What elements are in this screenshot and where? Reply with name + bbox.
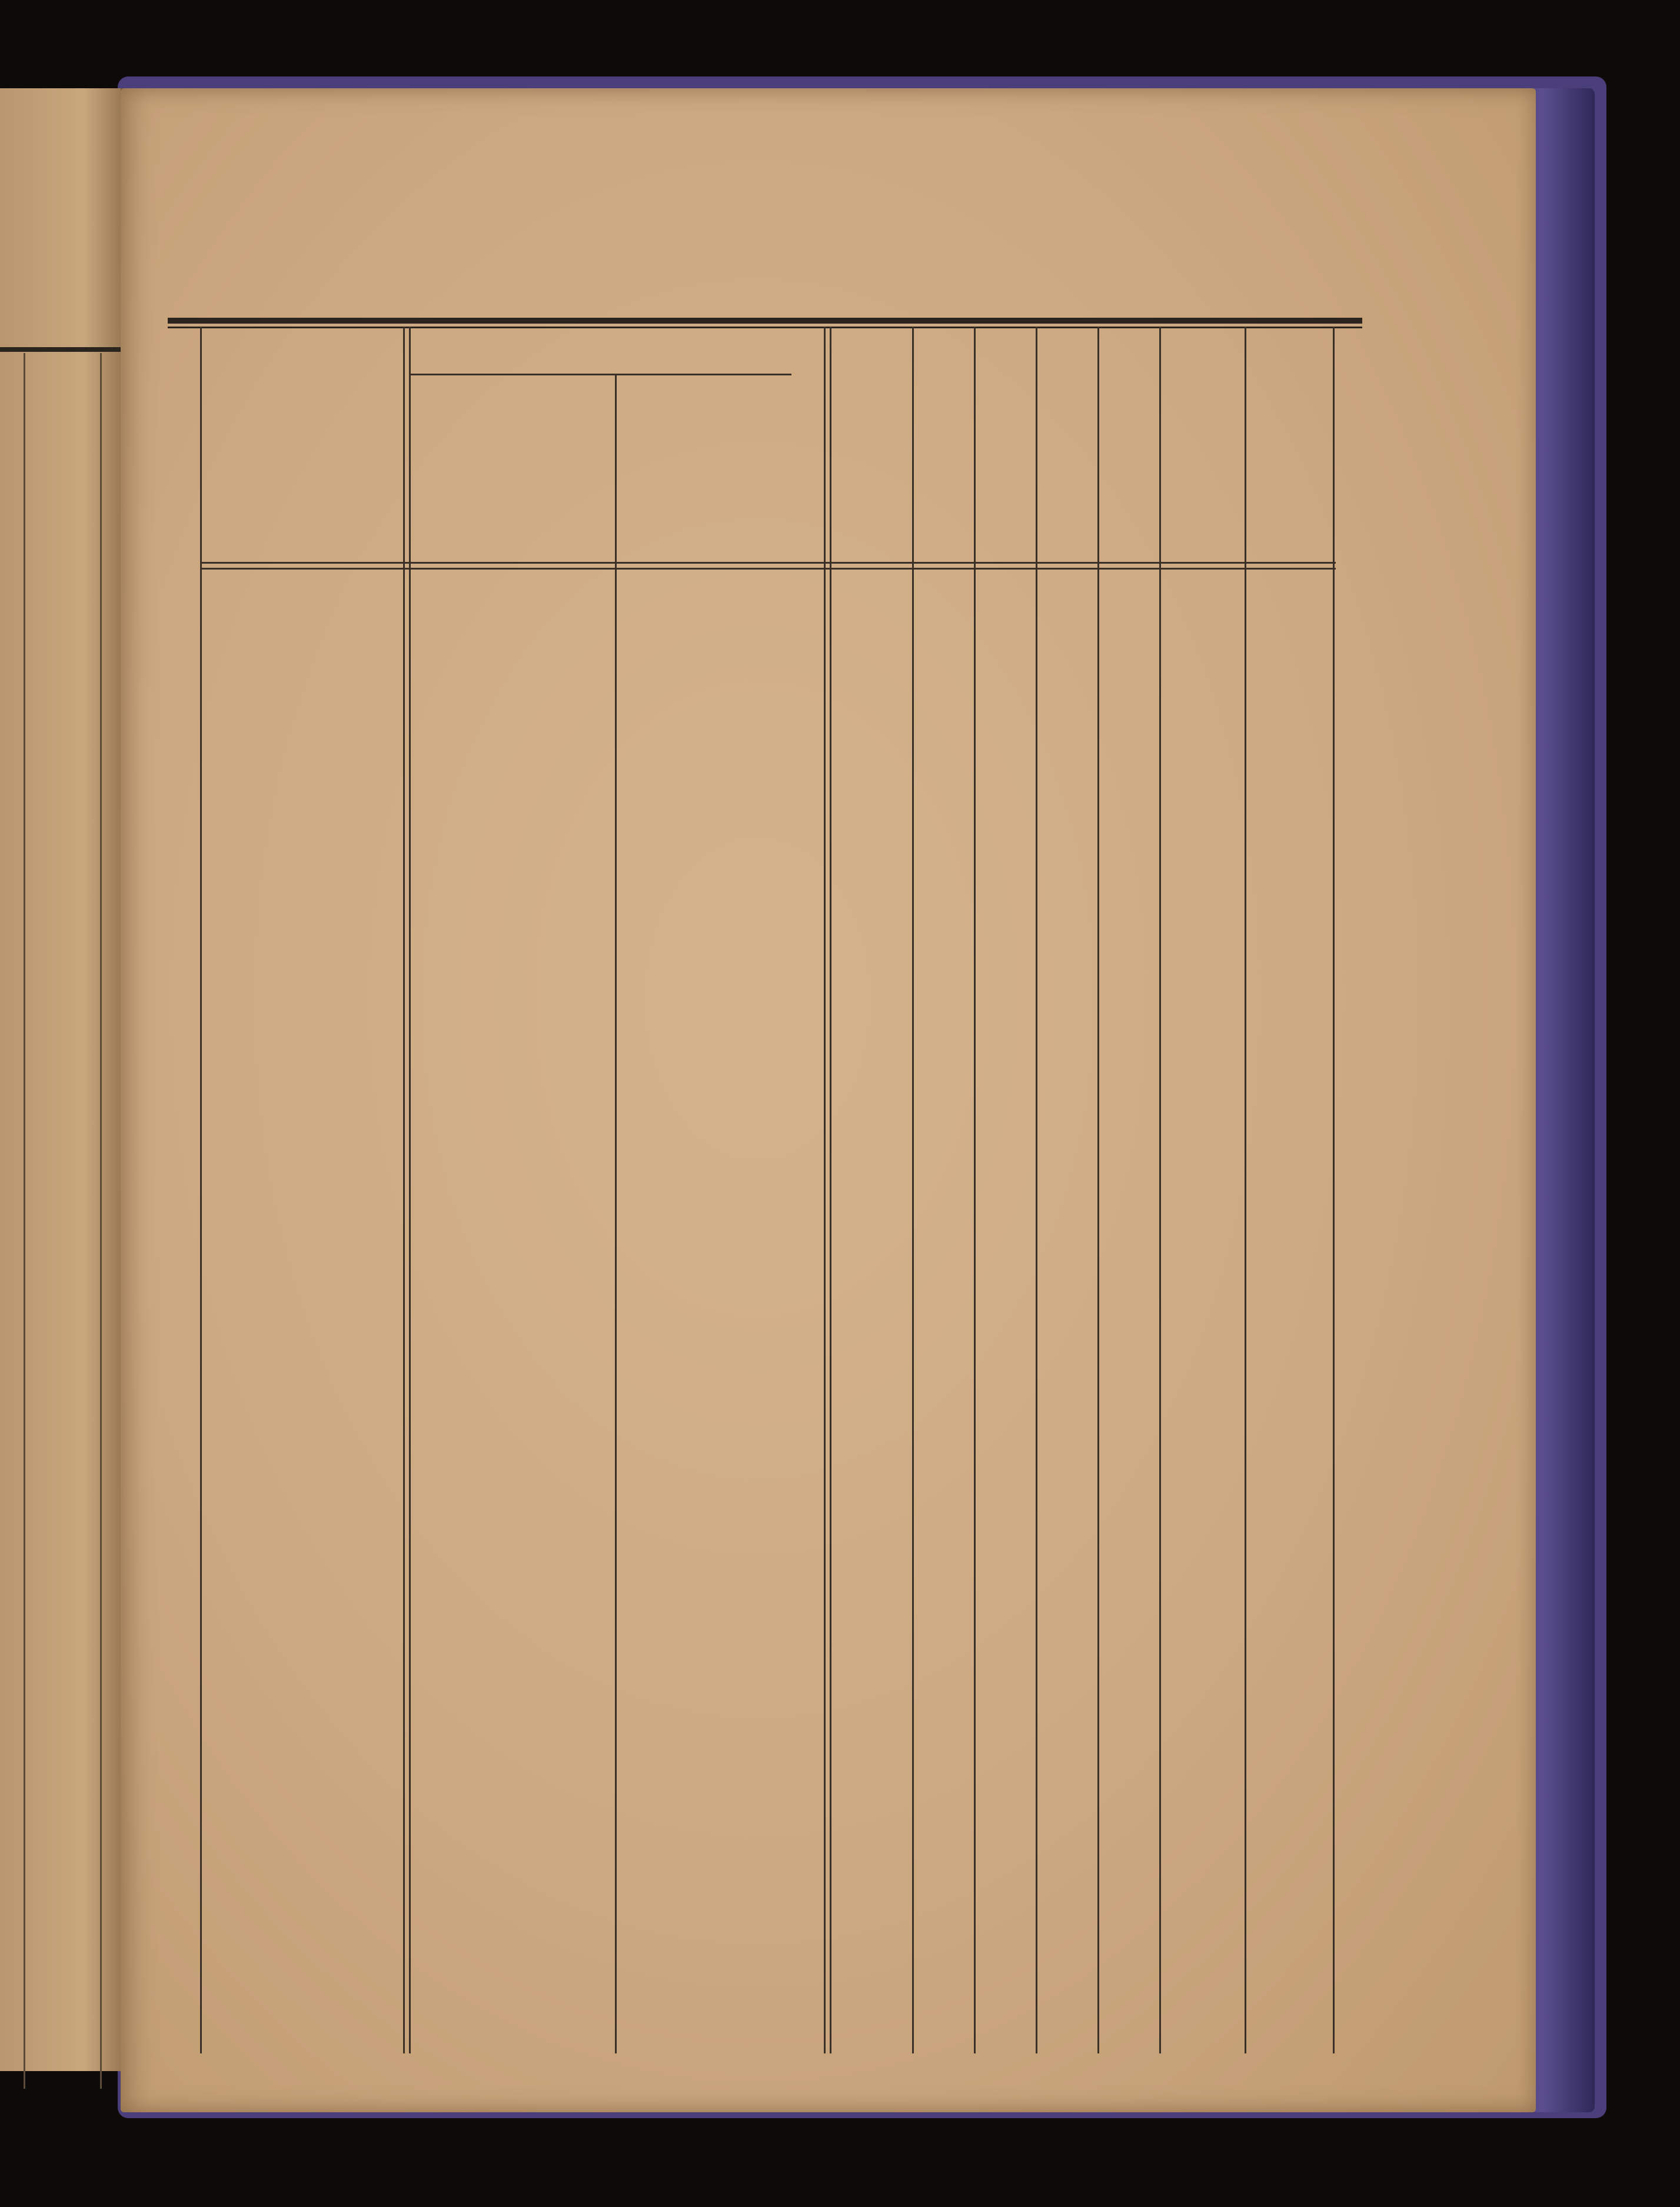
previous-page (0, 88, 124, 2071)
column-line (1097, 327, 1099, 2053)
previous-page-rule (0, 347, 121, 352)
header-bottom-rule (200, 562, 1336, 564)
header-bottom-rule-2 (200, 568, 1336, 570)
previous-page-column-line (24, 353, 25, 2089)
column-line (1036, 327, 1037, 2053)
column-line (200, 327, 202, 2053)
previous-page-column-line (100, 353, 102, 2089)
punkty-underline (409, 374, 791, 375)
column-line (824, 327, 826, 2053)
column-line (409, 327, 411, 2053)
column-line (1333, 327, 1335, 2053)
table-top-rule-thin (168, 327, 1362, 328)
column-line (974, 327, 976, 2053)
table-top-rule (168, 318, 1362, 324)
column-line (1245, 327, 1246, 2053)
column-line (1159, 327, 1161, 2053)
column-line (615, 374, 617, 2053)
column-line (830, 327, 831, 2053)
column-line (912, 327, 914, 2053)
page-55 (121, 88, 1536, 2112)
column-line (403, 327, 405, 2053)
